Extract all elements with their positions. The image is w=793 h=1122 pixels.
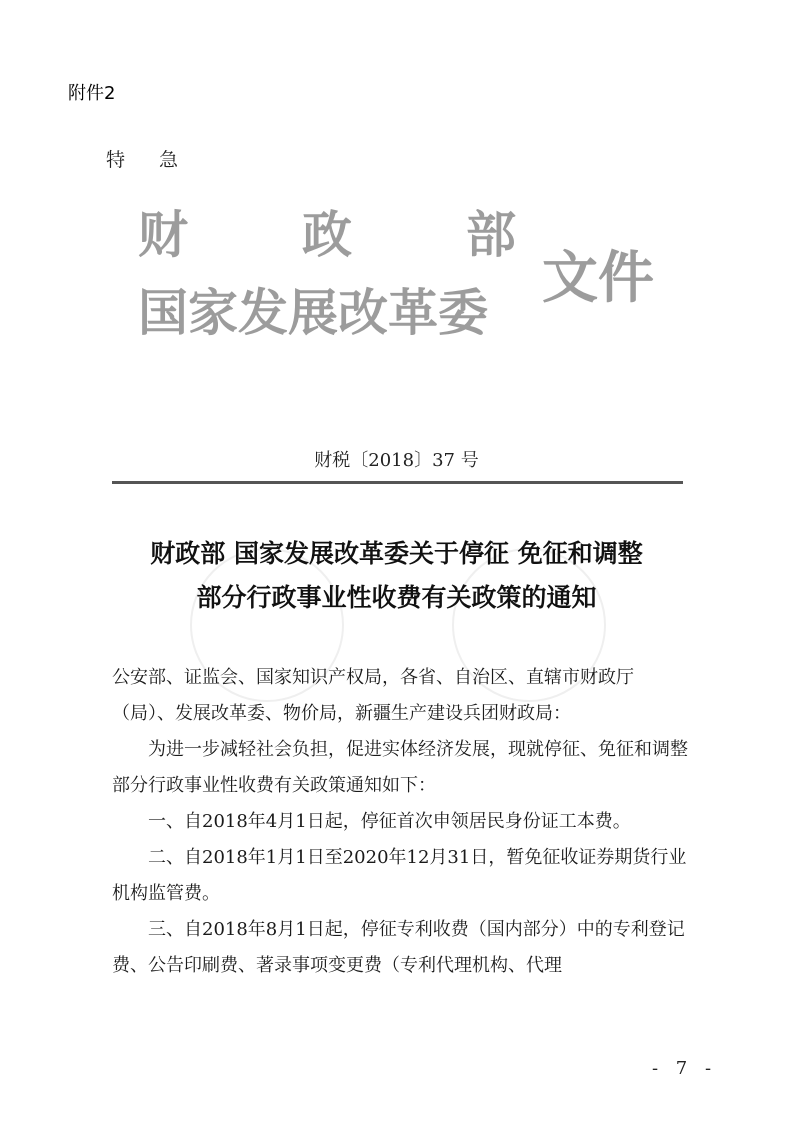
addressees-paragraph: 公安部、证监会、国家知识产权局，各省、自治区、直辖市财政厅（局）、发展改革委、物价局，新疆生产建设兵团财政局：: [112, 667, 634, 724]
document-body: [112, 660, 690, 984]
policy-item: 三、自2018年8月1日起，停征专利收费（国内部分）中的专利登记费、公告印刷费、著录事项变更费（专利代理机构、代理: [112, 919, 685, 976]
attachment-label: 附件2: [68, 83, 116, 104]
title-line: 部分行政事业性收费有关政策的通知: [196, 583, 597, 612]
title-line: 财政部 国家发展改革委关于停征 免征和调整: [150, 539, 643, 568]
issuer-char: 政: [302, 205, 352, 264]
urgency-mark: 特 急: [106, 149, 193, 171]
document-number: 财税〔2018〕37 号: [314, 450, 479, 471]
policy-item: 二、自2018年1月1日至2020年12月31日，暂免征收证券期货行业机构监管费。: [112, 847, 687, 904]
page-number: - 7 -: [652, 1058, 718, 1079]
issuer-char: 部: [466, 205, 516, 264]
document-title: [0, 532, 793, 620]
issuer-agency-ministry-of-finance: [138, 205, 516, 264]
issuer-agency-ndrc: 国家发展改革委: [138, 283, 488, 342]
issuer-header: [138, 200, 678, 350]
intro-paragraph: 为进一步减轻社会负担，促进实体经济发展，现就停征、免征和调整部分行政事业性收费有关政策通知如下：: [112, 739, 688, 796]
issuer-char: 财: [138, 205, 188, 264]
policy-item: 一、自2018年4月1日起，停征首次申领居民身份证工本费。: [148, 811, 631, 832]
header-divider: [112, 481, 683, 484]
issuer-document-word: 文件: [542, 245, 654, 311]
